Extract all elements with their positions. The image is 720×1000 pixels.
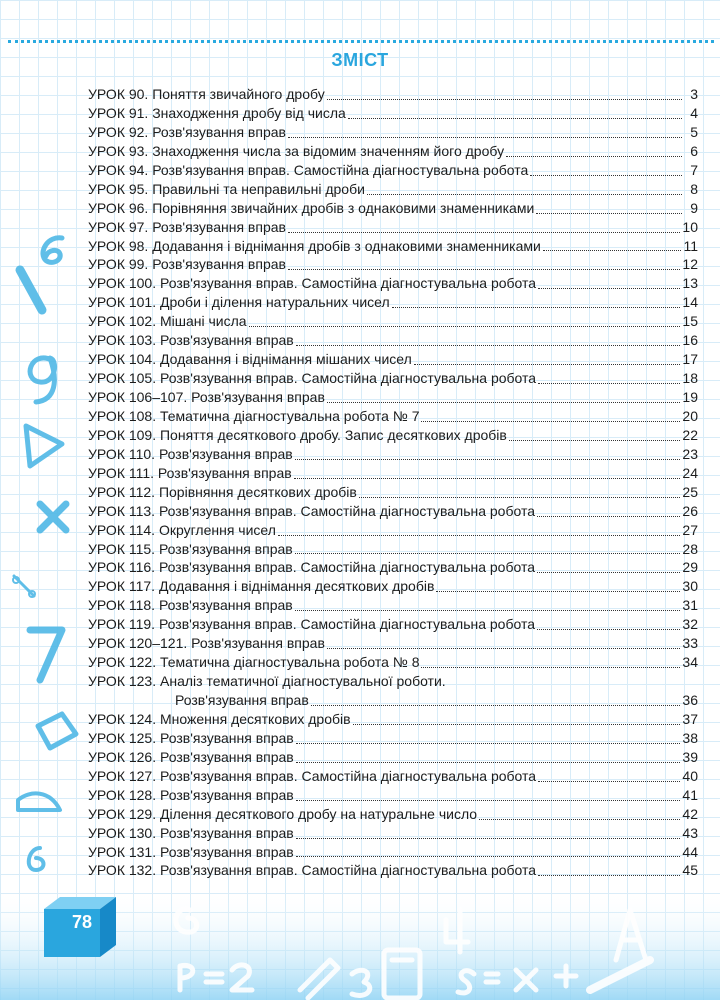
toc-entry-label: УРОК 115. Розв'язування вправ	[88, 540, 293, 557]
toc-entry-page: 42	[682, 805, 698, 822]
toc-leader-dots	[288, 137, 682, 138]
toc-entry-label: УРОК 102. Мішані числа	[88, 313, 247, 330]
toc-leader-dots	[537, 629, 680, 630]
toc-entry	[88, 540, 698, 559]
toc-entry	[88, 502, 698, 521]
multiply-doodle-icon	[40, 504, 66, 530]
toc-entry	[88, 407, 698, 426]
toc-entry	[88, 861, 698, 880]
toc-entry-label: УРОК 104. Додавання і віднімання мішаних чисел	[88, 351, 412, 368]
toc-entry	[88, 653, 698, 672]
toc-entry-label: УРОК 91. Знаходження дробу від числа	[88, 104, 346, 121]
toc-entry	[88, 142, 698, 161]
toc-entry-label: УРОК 127. Розв'язування вправ. Самостійна діагностувальна робота	[88, 767, 537, 784]
toc-leader-dots	[296, 345, 681, 346]
toc-entry-label: УРОК 132. Розв'язування вправ. Самостійна діагностувальна робота	[88, 862, 537, 879]
toc-leader-dots	[278, 535, 681, 536]
toc-entry-page: 20	[682, 407, 698, 424]
nine-doodle-icon	[30, 358, 54, 402]
toc-entry-page: 37	[682, 710, 698, 727]
toc-entry	[88, 767, 698, 786]
toc-entry	[88, 161, 698, 180]
toc-entry	[88, 218, 698, 237]
protractor-doodle-icon	[18, 793, 60, 810]
toc-entry	[88, 729, 698, 748]
pencil-doodle-icon	[20, 270, 42, 310]
toc-entry-label: УРОК 92. Розв'язування вправ	[88, 123, 286, 140]
table-of-contents	[88, 85, 698, 880]
toc-leader-dots	[421, 667, 680, 668]
toc-entry	[88, 596, 698, 615]
toc-entry	[88, 615, 698, 634]
toc-entry	[88, 521, 698, 540]
toc-entry-page: 40	[682, 767, 698, 784]
toc-entry-page: 8	[690, 180, 698, 197]
toc-entry-label: УРОК 112. Порівняння десяткових дробів	[88, 483, 357, 500]
toc-entry-label: УРОК 118. Розв'язування вправ	[88, 597, 293, 614]
toc-entry-label: УРОК 108. Тематична діагностувальна робота № 7	[88, 407, 420, 424]
math-doodles-left	[0, 230, 90, 920]
toc-leader-dots	[296, 838, 681, 839]
toc-entry-page: 39	[682, 748, 698, 765]
toc-entry-page: 36	[682, 692, 698, 709]
toc-entry	[88, 577, 698, 596]
toc-leader-dots	[288, 269, 680, 270]
toc-entry	[88, 123, 698, 142]
toc-entry	[88, 85, 698, 104]
toc-entry-page: 14	[682, 294, 698, 311]
toc-entry-page: 15	[682, 313, 698, 330]
toc-entry	[88, 255, 698, 274]
top-dotted-divider	[8, 40, 714, 43]
toc-leader-dots	[359, 497, 681, 498]
toc-leader-dots	[538, 875, 680, 876]
toc-entry	[88, 199, 698, 218]
toc-entry-label: УРОК 99. Розв'язування вправ	[88, 256, 286, 273]
toc-entry	[88, 312, 698, 331]
toc-entry-label: УРОК 93. Знаходження числа за відомим значенням його дробу	[88, 142, 505, 159]
toc-leader-dots	[296, 743, 681, 744]
toc-leader-dots	[436, 591, 680, 592]
toc-entry-page: 45	[682, 862, 698, 879]
toc-entry-page: 10	[682, 218, 698, 235]
toc-leader-dots	[530, 175, 682, 176]
toc-entry-label: УРОК 103. Розв'язування вправ	[88, 332, 294, 349]
toc-entry-label: УРОК 100. Розв'язування вправ. Самостійна діагностувальна робота	[88, 275, 537, 292]
toc-entry	[88, 786, 698, 805]
toc-entry-label: УРОК 106–107. Розв'язування вправ	[88, 389, 325, 406]
toc-leader-dots	[296, 800, 681, 801]
toc-leader-dots	[295, 459, 681, 460]
toc-entry-label: УРОК 95. Правильні та неправильні дроби	[88, 180, 365, 197]
page-title: ЗМІСТ	[331, 50, 389, 70]
toc-entry-label: УРОК 130. Розв'язування вправ	[88, 824, 294, 841]
toc-entry-label: УРОК 101. Дроби і ділення натуральних чисел	[88, 294, 390, 311]
pyramid-doodle-icon	[38, 714, 76, 748]
toc-entry-label: УРОК 123. Аналіз тематичної діагностувальної роботи.	[88, 673, 446, 690]
toc-entry-label: УРОК 122. Тематична діагностувальна робота № 8	[88, 654, 420, 671]
toc-leader-dots	[509, 440, 681, 441]
toc-entry-page: 6	[690, 142, 698, 159]
toc-leader-dots	[327, 99, 682, 100]
toc-leader-dots	[348, 118, 682, 119]
seven-doodle-icon	[30, 630, 62, 680]
toc-leader-dots	[479, 819, 680, 820]
toc-leader-dots	[353, 724, 681, 725]
toc-entry-page: 41	[682, 786, 698, 803]
toc-entry-label: УРОК 97. Розв'язування вправ	[88, 218, 286, 235]
toc-entry-label: УРОК 124. Множення десяткових дробів	[88, 710, 351, 727]
toc-entry-label: УРОК 109. Поняття десяткового дробу. Запис десяткових дробів	[88, 426, 507, 443]
toc-leader-dots	[536, 213, 682, 214]
toc-entry-label: УРОК 126. Розв'язування вправ	[88, 748, 294, 765]
toc-entry-page: 44	[682, 843, 698, 860]
toc-leader-dots	[538, 288, 680, 289]
toc-entry-page: 30	[682, 578, 698, 595]
toc-entry-page: 19	[682, 389, 698, 406]
toc-leader-dots	[296, 856, 681, 857]
toc-entry	[88, 558, 698, 577]
toc-entry-page: 22	[682, 426, 698, 443]
toc-entry	[88, 426, 698, 445]
toc-leader-dots	[421, 421, 680, 422]
toc-entry	[88, 293, 698, 312]
toc-entry-page: 11	[683, 237, 698, 254]
toc-entry	[88, 350, 698, 369]
six-small-doodle-icon	[29, 848, 44, 870]
toc-leader-dots	[367, 194, 682, 195]
toc-entry-label-continued: Розв'язування вправ	[175, 692, 309, 709]
toc-entry-label: УРОК 131. Розв'язування вправ	[88, 843, 294, 860]
toc-entry-page: 23	[682, 445, 698, 462]
toc-entry-label: УРОК 96. Порівняння звичайних дробів з однаковими знаменниками	[88, 199, 535, 216]
toc-leader-dots	[543, 250, 682, 251]
toc-entry	[88, 369, 698, 388]
toc-entry-page: 12	[682, 256, 698, 273]
toc-entry-label: УРОК 129. Ділення десяткового дробу на натуральне число	[88, 805, 478, 822]
toc-entry-page: 5	[690, 123, 698, 140]
toc-entry	[88, 672, 698, 710]
toc-entry	[88, 748, 698, 767]
toc-entry	[88, 445, 698, 464]
toc-entry	[88, 331, 698, 350]
toc-entry-label: УРОК 111. Розв'язування вправ	[88, 464, 292, 481]
toc-leader-dots	[311, 705, 681, 706]
toc-entry-page: 34	[682, 654, 698, 671]
toc-entry-label: УРОК 110. Розв'язування вправ	[88, 445, 293, 462]
six-doodle-icon	[43, 238, 62, 263]
toc-entry-page: 16	[682, 332, 698, 349]
toc-leader-dots	[392, 307, 681, 308]
toc-entry-page: 31	[682, 597, 698, 614]
toc-entry	[88, 843, 698, 862]
toc-entry-label: УРОК 117. Додавання і віднімання десяткових дробів	[88, 578, 435, 595]
toc-entry-label: УРОК 113. Розв'язування вправ. Самостійна діагностувальна робота	[88, 502, 536, 519]
toc-leader-dots	[295, 553, 681, 554]
toc-entry-page: 9	[690, 199, 698, 216]
toc-entry-label: УРОК 98. Додавання і віднімання дробів з однаковими знаменниками	[88, 237, 541, 254]
toc-entry-label: УРОК 90. Поняття звичайного дробу	[88, 86, 325, 103]
toc-leader-dots	[327, 648, 681, 649]
toc-entry	[88, 104, 698, 123]
page-number: 78	[71, 912, 93, 932]
toc-entry-page: 27	[682, 521, 698, 538]
toc-entry	[88, 710, 698, 729]
toc-entry-page: 13	[682, 275, 698, 292]
toc-entry-page: 17	[682, 351, 698, 368]
toc-leader-dots	[249, 326, 681, 327]
toc-entry-page: 4	[690, 104, 698, 121]
toc-entry	[88, 483, 698, 502]
toc-entry-label: УРОК 119. Розв'язування вправ. Самостійна діагностувальна робота	[88, 616, 536, 633]
toc-entry-page: 3	[690, 86, 698, 103]
toc-entry-label: УРОК 125. Розв'язування вправ	[88, 729, 294, 746]
toc-entry	[88, 180, 698, 199]
toc-leader-dots	[414, 364, 681, 365]
toc-leader-dots	[506, 156, 682, 157]
toc-entry-label: УРОК 116. Розв'язування вправ. Самостійна діагностувальна робота	[88, 559, 536, 576]
toc-entry-label: УРОК 120–121. Розв'язування вправ	[88, 635, 325, 652]
toc-entry	[88, 464, 698, 483]
toc-leader-dots	[327, 402, 681, 403]
toc-entry-page: 38	[682, 729, 698, 746]
toc-entry-label: УРОК 114. Округлення чисел	[88, 521, 276, 538]
toc-entry	[88, 824, 698, 843]
toc-entry-page: 32	[682, 616, 698, 633]
toc-entry	[88, 388, 698, 407]
toc-entry-page: 7	[690, 161, 698, 178]
toc-leader-dots	[537, 572, 680, 573]
toc-entry-page: 33	[682, 635, 698, 652]
toc-entry	[88, 634, 698, 653]
toc-entry-page: 28	[682, 540, 698, 557]
toc-entry-label: УРОК 128. Розв'язування вправ	[88, 786, 294, 803]
toc-leader-dots	[294, 478, 681, 479]
toc-leader-dots	[288, 232, 680, 233]
toc-leader-dots	[538, 383, 680, 384]
toc-entry-label: УРОК 105. Розв'язування вправ. Самостійна діагностувальна робота	[88, 370, 537, 387]
toc-leader-dots	[537, 516, 680, 517]
percent-doodle-icon	[14, 576, 34, 596]
toc-entry	[88, 805, 698, 824]
toc-entry	[88, 274, 698, 293]
toc-entry-page: 29	[682, 559, 698, 576]
toc-entry	[88, 237, 698, 256]
toc-leader-dots	[295, 610, 681, 611]
toc-entry-page: 25	[682, 483, 698, 500]
toc-entry-label: УРОК 94. Розв'язування вправ. Самостійна діагностувальна робота	[88, 161, 529, 178]
toc-entry-page: 24	[682, 464, 698, 481]
toc-leader-dots	[538, 781, 680, 782]
toc-leader-dots	[296, 762, 681, 763]
triangle-doodle-icon	[26, 426, 62, 466]
toc-entry-page: 26	[682, 502, 698, 519]
toc-entry-page: 43	[682, 824, 698, 841]
toc-entry-page: 18	[682, 370, 698, 387]
